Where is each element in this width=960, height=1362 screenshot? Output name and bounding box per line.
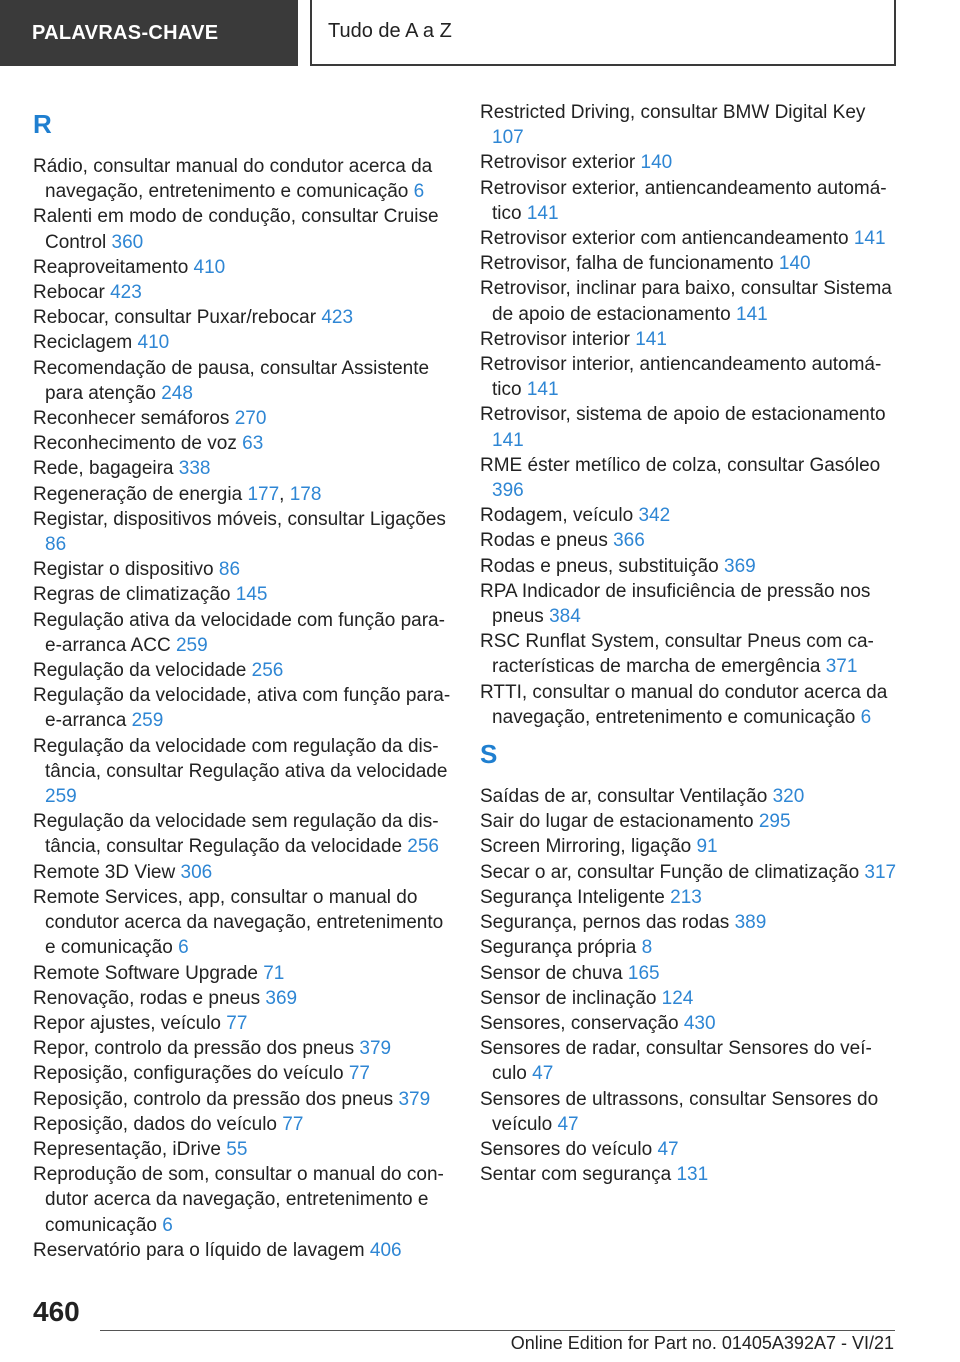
index-entry-text: Saídas de ar, consultar Ventilação [480,786,768,808]
page-link[interactable]: 141 [635,328,667,350]
index-entry [480,528,900,553]
page-link[interactable]: 47 [557,1113,579,1135]
index-entry-text: Segurança própria [480,937,637,959]
index-entry [33,658,453,683]
index-entry [480,885,900,910]
page-link[interactable]: 47 [532,1063,554,1085]
index-entry [33,305,453,330]
page-link[interactable]: 320 [772,786,805,808]
index-entry-text: Retrovisor exterior, antiencandeamento automático [480,177,887,224]
index-entry-text: Sensores, conservação [480,1012,679,1034]
index-entry [33,507,453,557]
index-entry-text: Sensores de radar, consultar Sensores do veículo [480,1038,872,1085]
index-entry-text: Regulação da velocidade, ativa com função para-e-arranca [33,685,451,732]
index-entry [33,1162,453,1238]
page-link[interactable]: 379 [359,1038,392,1060]
page-link[interactable]: 213 [670,886,702,908]
page-link[interactable]: 141 [853,228,886,250]
page-link[interactable]: 406 [369,1239,402,1261]
page-link[interactable]: 6 [413,181,425,203]
index-entry [480,402,900,452]
footer-edition: Online Edition for Part no. 01405A392A7 - VI/21 [510,1333,894,1353]
page-link[interactable]: 6 [860,706,872,728]
page-link[interactable]: 430 [683,1012,716,1034]
index-entry [480,554,900,579]
page-link[interactable]: 140 [640,152,673,174]
index-entry [33,860,453,885]
page-link[interactable]: 384 [549,606,581,628]
page-link[interactable]: 6 [162,1214,173,1236]
index-entry-text: Repor ajustes, veículo [33,1012,221,1034]
index-entry-text: Repor, controlo da pressão dos pneus [33,1038,355,1060]
index-entry-text: Representação, iDrive [33,1138,221,1160]
index-entry [33,1238,453,1263]
index-entry-text: Segurança Inteligente [480,886,665,908]
page-link[interactable]: 389 [734,912,767,934]
index-entry-text: RSC Runflat System, consultar Pneus com características de marcha de emergência [480,631,874,678]
index-entry [480,579,900,629]
page-link[interactable]: 259 [131,710,164,732]
index-entry [480,629,900,679]
index-entry-text: Sentar com segurança [480,1164,672,1186]
page-link[interactable]: 107 [492,127,524,149]
page-link[interactable]: 369 [265,987,298,1009]
page-number: 460 [33,1296,80,1327]
index-entry [480,453,900,503]
index-entry [33,1087,453,1112]
index-entry-text: Segurança, pernos das rodas [480,912,730,934]
index-entry-text: Remote 3D View [33,861,176,883]
index-entry-text: Reconhecer semáforos [33,408,230,430]
index-entry-text: Retrovisor, falha de funcionamento [480,253,774,275]
page-link[interactable]: 410 [137,332,170,354]
page-link[interactable]: 63 [242,433,264,455]
page-link[interactable]: 141 [526,202,559,224]
index-entry [33,280,453,305]
index-entry [33,557,453,582]
index-entry: Regeneração de energia 177, 178 [33,483,322,505]
index-entry-text: Registar, dispositivos móveis, consultar Ligações [33,508,446,530]
index-entry-text: Reciclagem [33,332,133,354]
page-header [0,0,960,66]
title-tab: Tudo de A a Z [310,0,896,66]
index-entry-text: Regulação da velocidade com regulação da distância, consultar Regulação ativa da velocidade [33,735,448,782]
index-entry-text: Sair do lugar de estacionamento [480,811,754,833]
page-link[interactable]: 317 [864,861,897,883]
index-entry-text: Retrovisor exterior com antiencandeamento [480,228,849,250]
index-entry [33,255,453,280]
index-letter-heading: S [480,739,498,770]
index-entry [480,1011,900,1036]
index-entry [33,1137,453,1162]
page-link[interactable]: 259 [45,786,77,808]
index-entry-text: Regulação da velocidade sem regulação da distância, consultar Regulação da velocidade [33,811,439,858]
page-link[interactable]: 410 [193,256,226,278]
page-link[interactable]: 6 [178,937,189,959]
page-link[interactable]: 47 [657,1138,679,1160]
page-link[interactable]: 77 [348,1063,370,1085]
index-column-right [480,100,900,1187]
index-entry-text: Rodas e pneus, substituição [480,555,719,577]
index-entry [480,327,900,352]
page-link[interactable]: 248 [161,382,193,404]
index-entry-text: Remote Services, app, consultar o manual do condutor acerca da navegação, entretenimento e comunicação [33,886,444,959]
index-entry-text: Reconhecimento de voz [33,433,237,455]
page-link[interactable]: 177 [247,483,280,505]
index-entry-text: Rodagem, veículo [480,505,634,527]
index-entry-text: Rebocar [33,282,105,304]
page-link[interactable]: 145 [235,584,268,606]
page-link[interactable]: 371 [825,656,858,678]
page-link[interactable]: 423 [110,282,142,304]
index-entry-text: Renovação, rodas e pneus [33,987,261,1009]
page-link[interactable]: 91 [696,836,718,858]
index-entry [33,204,453,254]
page-link[interactable]: 256 [251,660,284,682]
footer-divider [100,1330,895,1331]
page-link[interactable]: 178 [289,483,322,505]
index-entry [33,431,453,456]
index-entry [33,582,453,607]
index-entry-text: Reprodução de som, consultar o manual do condutor acerca da navegação, entretenimento e comunicação [33,1164,444,1236]
index-entry-text: RPA Indicador de insuficiência de pressão nos pneus [480,580,871,628]
index-entry-text: Reaproveitamento [33,256,189,278]
index-entry-text: Retrovisor interior [480,328,630,350]
page-link[interactable]: 141 [736,303,768,325]
page-link[interactable]: 306 [180,861,213,883]
index-entry [33,608,453,658]
index-entry-text: Retrovisor exterior [480,152,636,174]
index-letter-heading: R [33,109,52,139]
page-link[interactable]: 77 [226,1012,248,1034]
index-entry [480,352,900,402]
page-link[interactable]: 369 [724,555,756,577]
page-link[interactable]: 270 [234,408,267,430]
index-entry [480,1162,900,1187]
index-entry-text: Rádio, consultar manual do condutor acerca da navegação, entretenimento e comunicação [33,156,433,203]
index-entry [480,1087,900,1137]
index-entry [480,226,900,251]
index-entry [480,503,900,528]
index-entry [480,1036,900,1086]
index-entry [33,356,453,406]
index-entry [480,784,900,809]
page-link[interactable]: 131 [676,1164,709,1186]
index-entry [33,809,453,859]
index-entry-text: Rebocar, consultar Puxar/rebocar [33,307,317,329]
page-link[interactable]: 77 [282,1113,304,1135]
index-entry [33,1036,453,1061]
index-entry-text: Secar o ar, consultar Função de climatização [480,861,860,883]
index-entry [33,1011,453,1036]
index-entry-text: Remote Software Upgrade [33,962,258,984]
index-entry-text: Sensor de chuva [480,962,623,984]
index-entry [480,680,900,730]
page-link[interactable]: 423 [321,307,354,329]
page-link[interactable]: 86 [218,559,241,581]
index-entry [33,406,453,431]
index-entry [33,1112,453,1137]
index-entry-text: Ralenti em modo de condução, consultar Cruise Control [33,206,439,253]
page-link[interactable]: 141 [492,429,524,451]
index-entry [33,734,453,810]
index-entry-text: Rodas e pneus [480,530,608,552]
page-link[interactable]: 55 [226,1138,248,1160]
index-entry-text: Sensores de ultrassons, consultar Sensores do veículo [480,1088,879,1135]
index-entry-text: RTTI, consultar o manual do condutor acerca da navegação, entretenimento e comunicação [480,681,888,728]
page-link[interactable]: 259 [175,634,208,656]
page-link[interactable]: 360 [111,231,144,253]
index-entry-text: Sensor de inclinação [480,987,657,1009]
page-link[interactable]: 8 [641,937,653,959]
page-link[interactable]: 165 [627,962,660,984]
index-entry-text: Restricted Driving, consultar BMW Digital Key [480,102,866,123]
index-entry [33,456,453,481]
index-entry [480,809,900,834]
section-tab[interactable]: PALAVRAS-CHAVE [0,0,298,66]
page-link[interactable]: 86 [45,534,67,556]
page-link[interactable]: 71 [263,962,285,984]
index-entry [480,176,900,226]
index-entry-text: Screen Mirroring, ligação [480,836,692,858]
index-entry-text: Registar o dispositivo [33,559,214,581]
index-entry [33,683,453,733]
index-entry [480,100,900,150]
index-entry-text: Regulação ativa da velocidade com função para-e-arranca ACC [33,609,445,656]
index-entry-text: Recomendação de pausa, consultar Assistente para atenção [33,357,430,404]
page-link[interactable]: 342 [638,505,671,527]
index-entry [33,154,453,204]
page-link[interactable]: 338 [178,458,211,480]
index-entry-text: Sensores do veículo [480,1138,653,1160]
index-entry [480,150,900,175]
index-entry-text: Reposição, controlo da pressão dos pneus [33,1088,394,1110]
index-entry [33,986,453,1011]
index-entry-text: RME éster metílico de colza, consultar Gasóleo [480,454,881,476]
page-link[interactable]: 295 [758,811,791,833]
index-entry [33,885,453,961]
page-link[interactable]: 141 [526,379,559,401]
index-column-left [33,100,453,1263]
index-entry-text: Reposição, configurações do veículo [33,1063,344,1085]
index-entry-text: Retrovisor, sistema de apoio de estacionamento [480,404,886,426]
index-entry [480,276,900,326]
index-entry-text: Reposição, dados do veículo [33,1113,277,1135]
index-entry [480,1137,900,1162]
page-link[interactable]: 124 [661,987,694,1009]
index-entry-text: Retrovisor, inclinar para baixo, consultar Sistema de apoio de estacionamento [480,278,892,325]
index-entry-text: Regulação da velocidade [33,660,247,682]
index-entry [480,935,900,960]
index-entry-text: Reservatório para o líquido de lavagem [33,1239,365,1261]
index-entry-text: Rede, bagageira [33,458,174,480]
index-entry [480,910,900,935]
index-entry [33,330,453,355]
page-link[interactable]: 366 [613,530,645,552]
index-entry [480,986,900,1011]
index-entry-text: Regeneração de energia [33,483,243,505]
index-entry-text: Regras de climatização [33,584,231,606]
index-entry [33,961,453,986]
page-link[interactable]: 256 [407,836,439,858]
index-entry [480,961,900,986]
page-link[interactable]: 396 [492,480,524,502]
index-entry [480,860,900,885]
index-entry [480,834,900,859]
page-link[interactable]: 379 [398,1088,431,1110]
index-entry [480,251,900,276]
index-entry-text: Retrovisor interior, antiencandeamento automático [480,354,882,401]
page-link[interactable]: 140 [778,253,811,275]
index-entry [33,1061,453,1086]
